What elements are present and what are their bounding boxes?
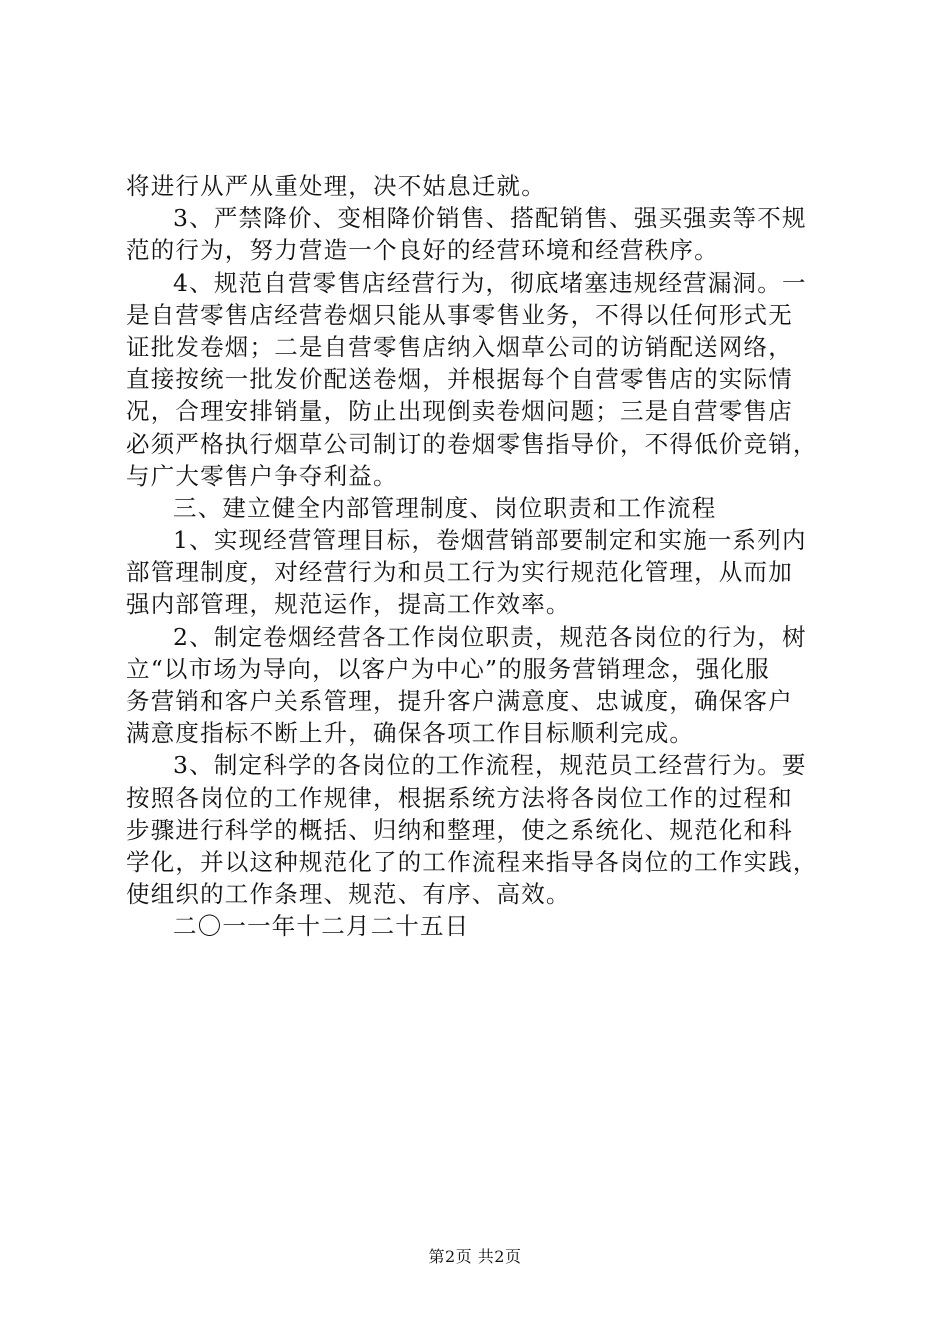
text-line: 部管理制度，对经营行为和员工行为实行规范化管理，从而加 [126,558,793,587]
document-date: 二〇一一年十二月二十五日 [173,912,470,941]
section-heading: 三、建立健全内部管理制度、岗位职责和工作流程 [173,493,717,522]
text-line: 务营销和客户关系管理，提升客户满意度、忠诚度，确保客户 [126,687,793,715]
paragraph-4-line: 4、规范自营零售店经营行为，彻底堵塞违规经营漏洞。一 [173,268,807,297]
paragraph-1-line: 1、实现经营管理目标，卷烟营销部要制定和实施一系列内 [173,526,807,555]
text-line: 范的行为，努力营造一个良好的经营环境和经营秩序。 [126,236,719,265]
text-line: 直接按统一批发价配送卷烟，并根据每个自营零售店的实际情 [126,365,793,394]
page-indicator: 第2页 共2页 [428,1247,522,1266]
text-line: 使组织的工作条理、规范、有序、高效。 [126,880,571,909]
page-footer [0,1244,950,1267]
text-line: 强内部管理，规范运作，提高工作效率。 [126,590,571,619]
document-body [126,170,836,943]
text-line: 况，合理安排销量，防止出现倒卖卷烟问题；三是自营零售店 [126,397,793,426]
text-line: 步骤进行科学的概括、归纳和整理，使之系统化、规范化和科 [126,815,793,844]
text-line: 与广大零售户争夺利益。 [126,461,398,490]
paragraph-3-line: 3、严禁降价、变相降价销售、搭配销售、强买强卖等不规 [173,204,807,233]
paragraph-3b-line: 3、制定科学的各岗位的工作流程，规范员工经营行为。要 [173,751,807,780]
text-line: 是自营零售店经营卷烟只能从事零售业务，不得以任何形式无 [126,300,793,329]
text-line: 证批发卷烟；二是自营零售店纳入烟草公司的访销配送网络， [126,332,793,361]
text-line: 学化，并以这种规范化了的工作流程来指导各岗位的工作实践， [126,847,818,876]
text-line: 将进行从严从重处理，决不姑息迁就。 [126,172,546,200]
text-line: 立“以市场为导向，以客户为中心”的服务营销理念，强化服 [126,654,770,683]
paragraph-2-line: 2、制定卷烟经营各工作岗位职责，规范各岗位的行为，树 [173,622,807,651]
text-line: 按照各岗位的工作规律，根据系统方法将各岗位工作的过程和 [126,783,793,812]
text-line: 必须严格执行烟草公司制订的卷烟零售指导价，不得低价竞销， [126,429,818,458]
text-line: 满意度指标不断上升，确保各项工作目标顺利完成。 [126,719,695,748]
